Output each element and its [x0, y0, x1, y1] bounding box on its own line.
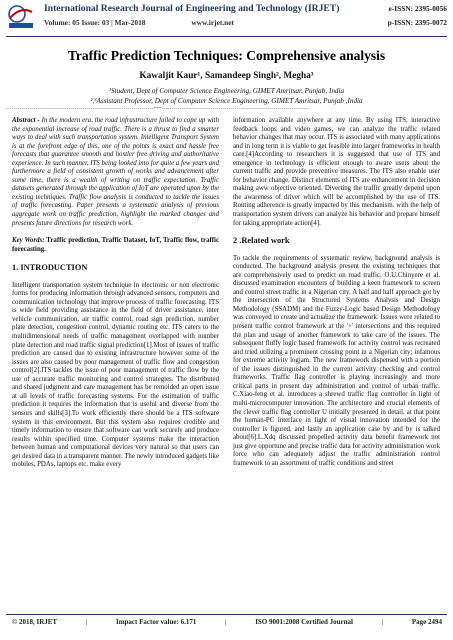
related-work-heading: 2 .Related work — [233, 236, 290, 246]
footer-separator: | — [224, 618, 227, 626]
left-column — [12, 117, 219, 470]
introduction-continued: information available anywhere at any time. By using ITS, interactive feedback loops and video games, we can analyze the traffic related behavior changes that may occur. ITS is associated with many applications and in long term it is viable to get feasible into larger frameworks in health care.[4]According to researchers it is suggested that use of ITS and emergence in technology is efficient enough to aware users about the current traffic and provide preventive measures. The ITS also enable user for behavior change. Distinct elements of ITS are enhancement in decision making aww objective oriented. Diverting the traffic greatly depend upon the awareness of driver which will be accomplished by the use of ITS. Routing adherence is greatly impacted by this mechanism. with the help of transportation system drivers can analyze his behavior and prepare himself for taking appropriate action[4]. — [233, 117, 440, 227]
section-separator: ---------------------------------------------------------------------------***--------------------------------------------------------------------------- — [6, 107, 310, 112]
paper-title: Traffic Prediction Techniques: Comprehensive analysis — [67, 48, 386, 63]
affiliation-1: ¹Student, Dept of Computer Science Engineering, GIMET Amritsar, Punjab, India — [108, 87, 345, 95]
introduction-heading: 1. INTRODUCTION — [12, 263, 88, 273]
footer-copyright: © 2018, IRJET — [12, 618, 58, 626]
footer-separator: | — [85, 618, 88, 626]
keywords-text: Traffic prediction, Traffic Dataset, IoT, Traffic flow, traffic forecasting. — [12, 237, 219, 253]
footer-iso: ISO 9001:2008 Certified Journal — [255, 618, 353, 626]
footer-impact-factor: Impact Factor value: 6.171 — [115, 618, 197, 626]
e-issn: e-ISSN: 2395-0056 — [388, 4, 447, 13]
journal-title: International Research Journal of Engineering and Technology (IRJET) — [44, 3, 340, 14]
irjet-logo-icon — [6, 4, 36, 30]
paper-authors: Kawaljit Kaur¹, Samandeep Singh², Megha³ — [139, 71, 314, 81]
affiliation-2: ²,³Assistant Professor, Dept of Computer Science Engineering, GIMET Amritsar, Punjab ,India — [90, 97, 363, 105]
volume-line: Volume: 05 Issue: 03 | Mar-2018 — [44, 18, 146, 27]
abstract-text: In the modern era, the road infrastructure failed to cope up with the exponential increase of road traffic. There is a thrust to find a smarter ways to deal with such transportation system. Intelligent Transport System is at the forefront edge of this, one of the points is exact and hassle free forecasts that guarantee smooth and hostler free driving and authoritative experience. In such manner, ITS being looked into for quite a few years and furthermore a field of consistent growth of works and advancement after some time, there is a wealth of writing on traffic expectation. Traffic datasets generated through the application of IoT are operated upon by the existing techniques. Traffic flow analysis is conducted to tackle the issues of traffic forecasting. Paper presents a systematic analysis of previous aggregate work on traffic prediction, highlight the marked changes and presents future directions for research work. — [12, 117, 219, 227]
journal-header — [0, 0, 453, 38]
keywords-label: Key Words: — [12, 237, 45, 245]
page-footer — [12, 618, 442, 626]
right-column — [233, 117, 440, 468]
footer-divider — [6, 614, 447, 615]
abstract — [12, 117, 219, 228]
journal-website: www.irjet.net — [191, 18, 235, 27]
footer-page-number: Page 2494 — [411, 618, 442, 626]
header-divider — [6, 36, 447, 37]
introduction-text: Intelligent transportation system technique in electronic or non electronic forms for producing information through advanced sensors, computers and communication technology that improve process of traffic forecasting. ITS is wide field providing assistance in the field of driver assistance, inter vehicle communication, air traffic control, road sign prediction, number plate detection, congestion control, dynamic routing etc. ITS caters to the multidimensional needs of traffic management overlapped with number plate detection and road traffic signal prediction[1].Most of issues of traffic prediction are caused due to existing infrastructure however some of the issues are also caused by poor management of traffic flow and congestion control[2].ITS tackles the issue of poor management of traffic flow by the use of accurate traffic monitoring and control strategies. The distributed and shared judgment and care management has be remolded an open issue at all levels of traffic forecasting systems. For the estimation of traffic prediction it requires the information that is useful and diverse from the sensors and skills[3].To work efficiently there should be a ITS software system in this environment. But this system also requires credible and timely information to ensure that software can work securely and produce results within specified time. Computer systems make the interaction between human and computational devices very natural so that users can get desired data in a transparent manner. The newly introduced gadgets like mobiles, PDAs, laptops etc. make every — [12, 281, 219, 469]
p-issn: p-ISSN: 2395-0072 — [387, 18, 447, 27]
keywords — [12, 237, 219, 254]
footer-separator: | — [381, 618, 384, 626]
abstract-label: Abstract - — [12, 117, 40, 124]
related-work-text: To tackle the requirements of systematic review, background analysis is conducted. The background analysis present the existing techniques that are comprehensively used to predict on road traffic. O.U.Chinyere et al. discussed examination encounters of building a keen framework to screen and control street traffic in a Nigerian city. A half and half approach got by the intersection of the Structured Systems Analysis and Design Methodology (SSADM) and the Fuzzy-Logic based Design Methodology was conveyed to create and actualize the framework. Issues were related to present traffic control framework at the '+' intersections and this required the plan and usage of another framework to take care of the issues. The subsequent fluffy logic based framework for activity control was recreated and tried utilizing a prominent crossing point in a Nigerian city; infamous for extreme activity logjam. The new framework dispensed with a portion of the issues distinguished in the current activity checking and control frameworks. Traffic flag controller is playing increasingly and more critical parts in present day administration and control of urban traffic. C.Xiao-feng et al. introduces a shrewd traffic flag controller in light of multi-microcomputer innovation. The architecture and crucial elements of the clever traffic flag controller U initially presented in detail, at that point the human-PC interface in light of visual innovation intended for the controller is figured, and lastly an application case by and by is talked about[6].L.Xdq discussed propelled activity data benefit framework not just give opportune and precise traffic data for activity administration work force who can adequately adjust the traffic administration control framework to an assortment of traffic conditions and street — [233, 254, 440, 467]
